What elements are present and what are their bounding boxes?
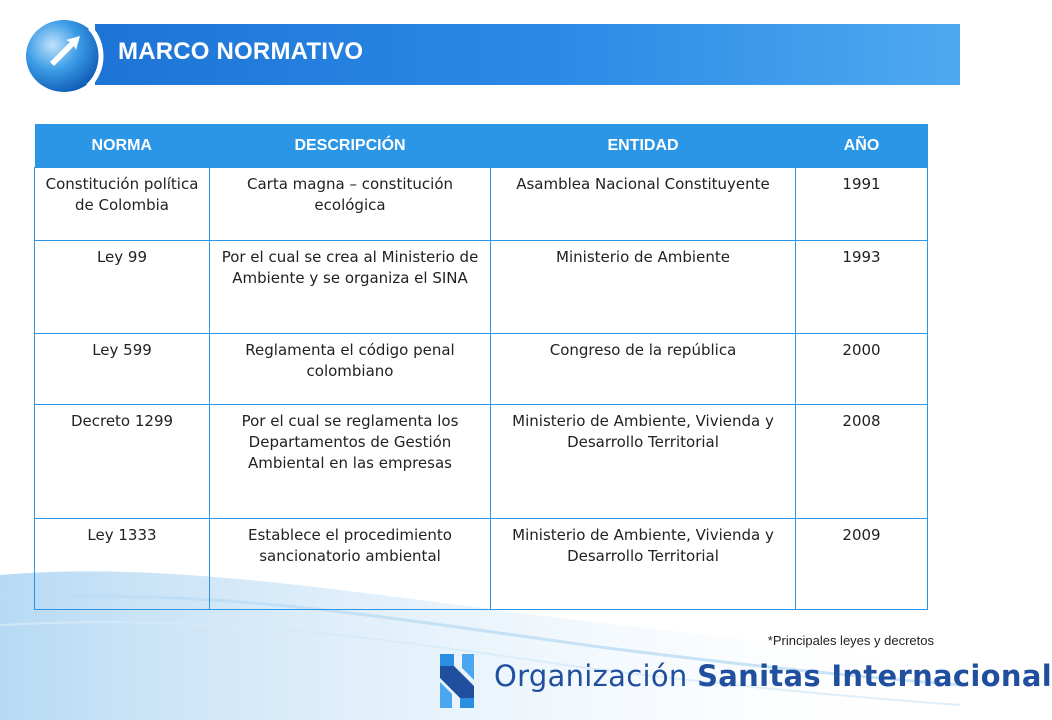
column-header-entidad: ENTIDAD	[491, 124, 796, 168]
cell-descripcion: Carta magna – constitución ecológica	[210, 168, 491, 241]
column-header-descripcion: DESCRIPCIÓN	[210, 124, 491, 168]
cell-entidad: Ministerio de Ambiente, Vivienda y Desarrollo Territorial	[491, 519, 796, 610]
cell-anio: 2008	[796, 405, 928, 519]
cell-descripcion: Por el cual se crea al Ministerio de Ambiente y se organiza el SINA	[210, 241, 491, 334]
cell-anio: 2000	[796, 334, 928, 405]
cell-entidad: Ministerio de Ambiente, Vivienda y Desarrollo Territorial	[491, 405, 796, 519]
table-row	[35, 519, 928, 610]
cell-entidad: Ministerio de Ambiente	[491, 241, 796, 334]
cell-entidad: Congreso de la república	[491, 334, 796, 405]
column-header-anio: AÑO	[796, 124, 928, 168]
cell-norma: Constitución política de Colombia	[35, 168, 210, 241]
table-row	[35, 241, 928, 334]
table-header-row	[35, 124, 928, 168]
cell-norma: Ley 1333	[35, 519, 210, 610]
cell-descripcion: Establece el procedimiento sancionatorio ambiental	[210, 519, 491, 610]
sanitas-s-logo-icon	[436, 652, 478, 710]
organization-name	[494, 659, 1052, 693]
cell-norma: Ley 99	[35, 241, 210, 334]
cell-descripcion: Por el cual se reglamenta los Departamentos de Gestión Ambiental en las empresas	[210, 405, 491, 519]
cell-norma: Ley 599	[35, 334, 210, 405]
regulations-table	[34, 124, 928, 610]
footnote: *Principales leyes y decretos	[767, 633, 934, 648]
arrow-sphere-icon	[24, 18, 106, 94]
cell-anio: 2009	[796, 519, 928, 610]
cell-anio: 1993	[796, 241, 928, 334]
cell-descripcion: Reglamenta el código penal colombiano	[210, 334, 491, 405]
table-row	[35, 334, 928, 405]
table-row	[35, 405, 928, 519]
cell-entidad: Asamblea Nacional Constituyente	[491, 168, 796, 241]
organization-name-second: Sanitas Internacional	[697, 659, 1052, 693]
cell-norma: Decreto 1299	[35, 405, 210, 519]
cell-anio: 1991	[796, 168, 928, 241]
page-title: MARCO NORMATIVO	[118, 38, 364, 65]
column-header-norma: NORMA	[35, 124, 210, 168]
table-row	[35, 168, 928, 241]
organization-name-first: Organización	[494, 659, 688, 693]
